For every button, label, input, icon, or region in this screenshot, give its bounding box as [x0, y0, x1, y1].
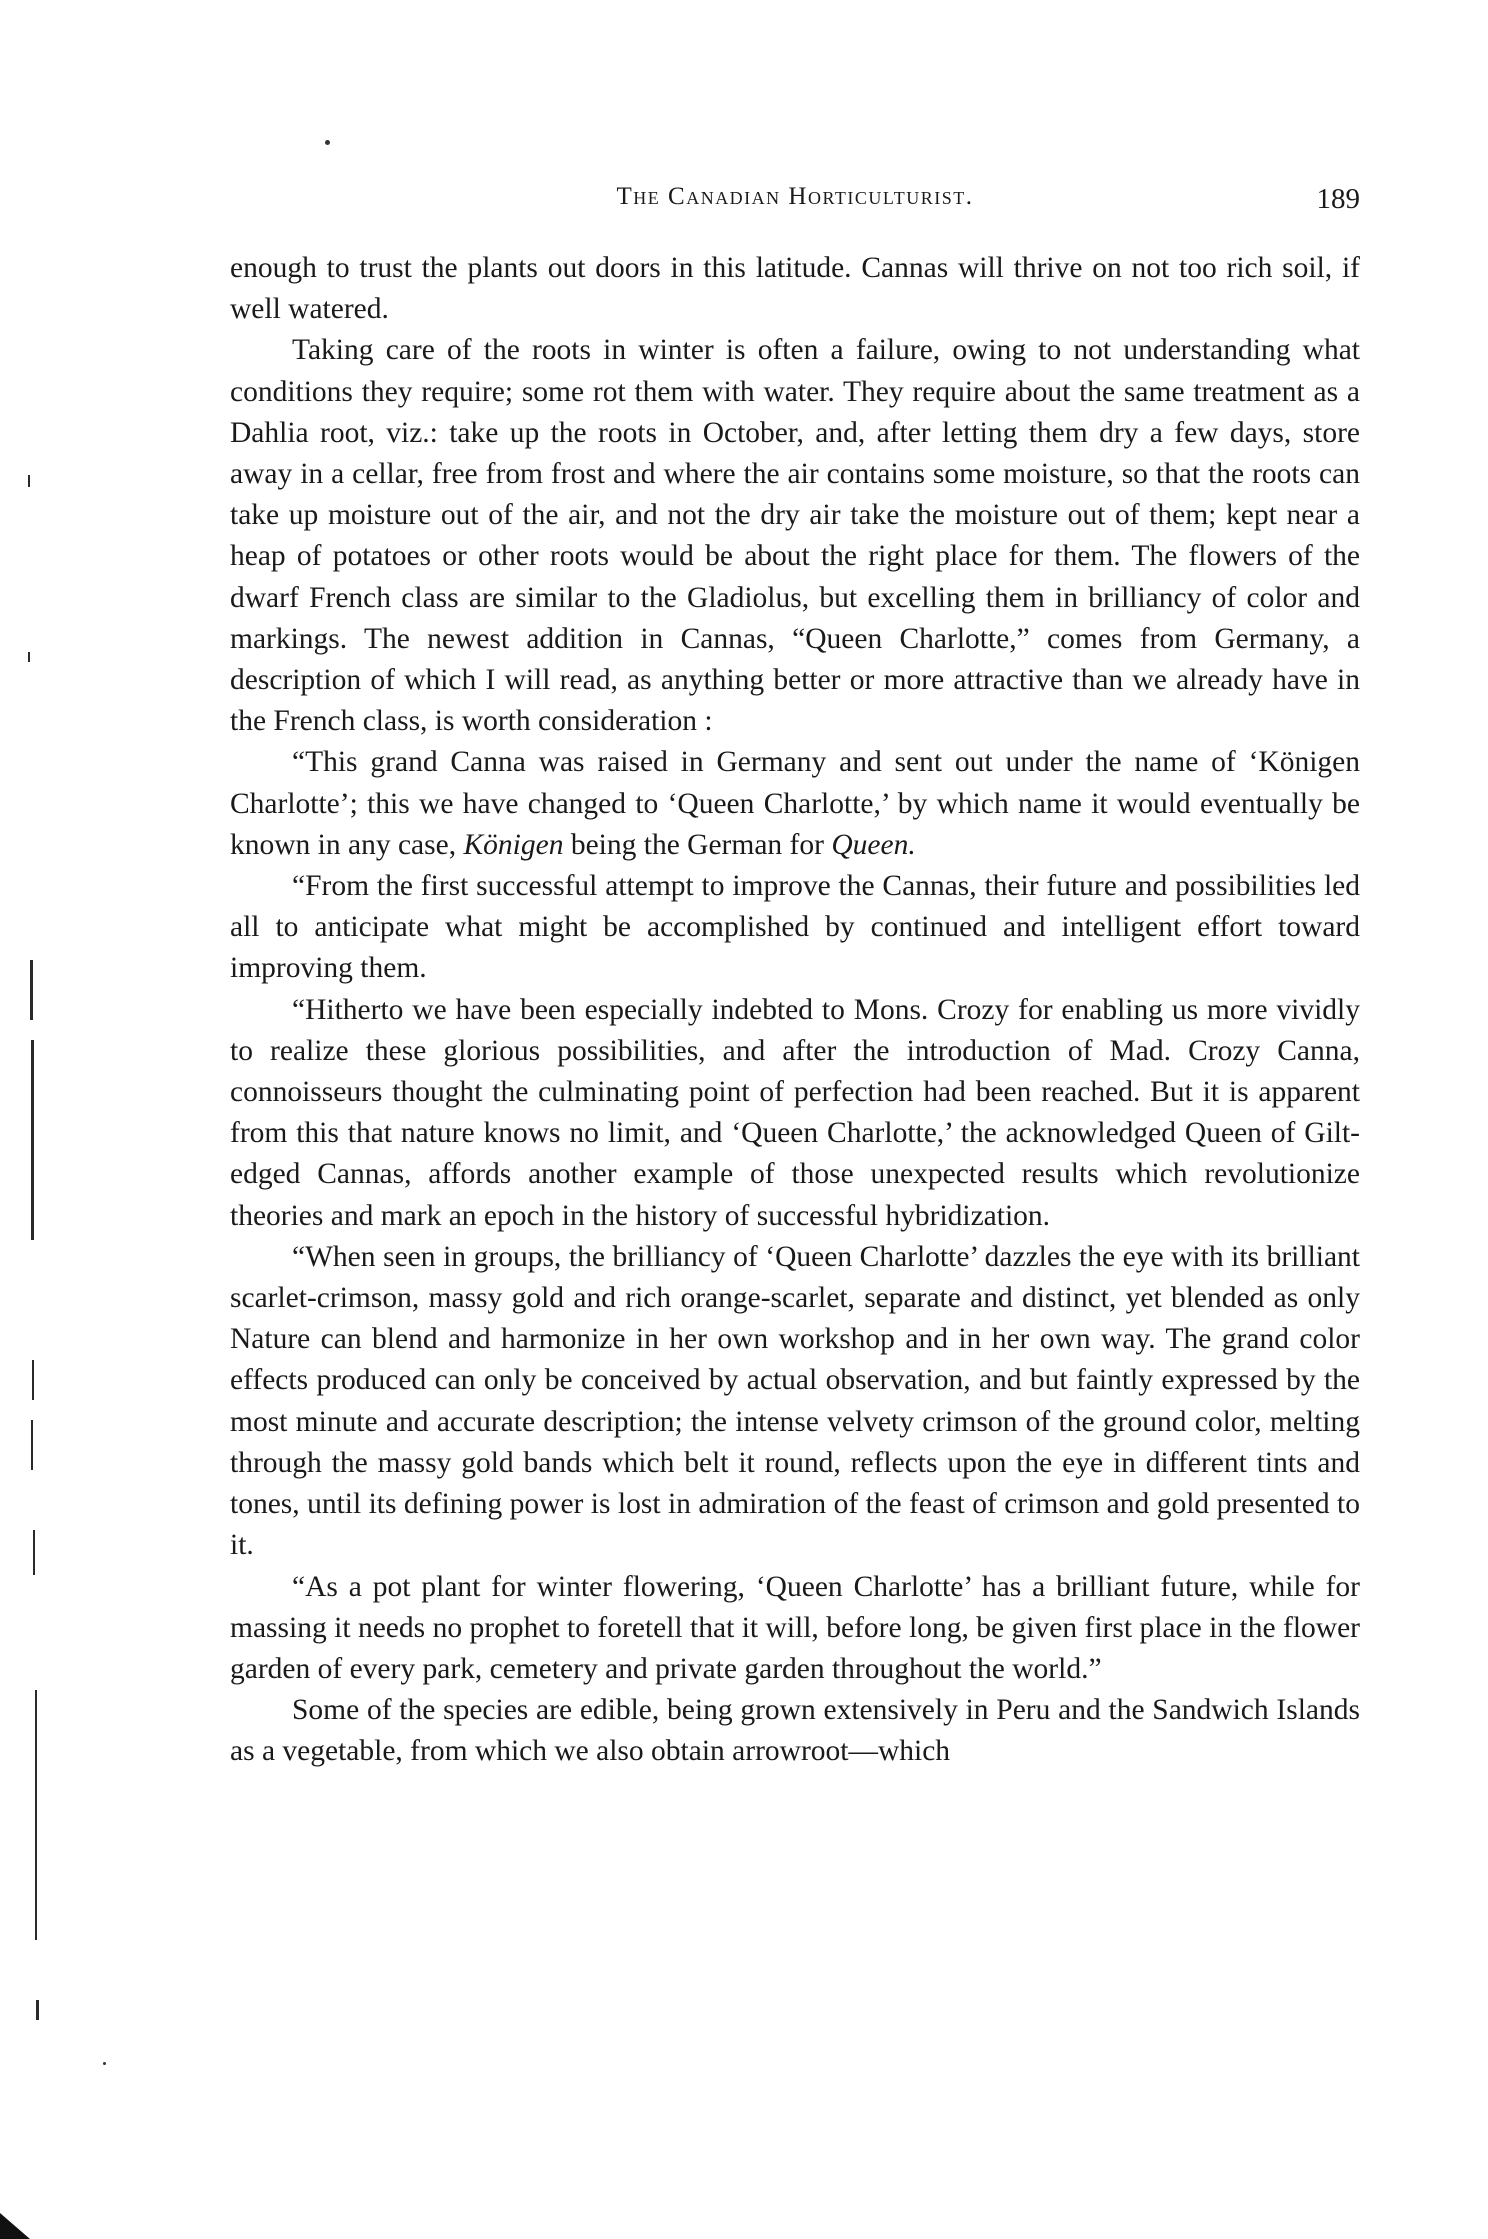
margin-mark	[30, 960, 33, 1020]
paragraph-7: “As a pot plant for winter flowering, ‘Queen Charlotte’ has a brilliant future, while for massing it needs no prophet to foretell that it will, before long, be given first place in the flower garden of every park, cemetery and private garden throughout the world.”	[230, 1570, 1360, 1685]
margin-mark	[36, 2000, 39, 2020]
paragraph-8: Some of the species are edible, being grown extensively in Peru and the Sandwich Islands as a vegetable, from which we also obtain arrowroot—which	[230, 1694, 1360, 1768]
running-title: The Canadian Horticulturist.	[616, 183, 974, 210]
paragraph-3-italic-konigen: Königen	[463, 828, 564, 861]
article-body	[230, 248, 1360, 1773]
margin-mark	[33, 1530, 35, 1575]
paragraph-5: “Hitherto we have been especially indebted to Mons. Crozy for enabling us more vividly to realize these glorious possibilities, and after the introduction of Mad. Crozy Canna, connoisseurs thought the culminating point of perfection had been reached. But it is apparent from this that nature knows no limit, and ‘Queen Charlotte,’ the acknowledged Queen of Gilt-edged Cannas, affords another example of those unexpected results which revolutionize theories and mark an epoch in the history of successful hybridization.	[230, 993, 1360, 1232]
paragraph-3-text-b: being the German for	[563, 828, 832, 861]
margin-mark	[31, 1040, 34, 1240]
page-header	[230, 183, 1360, 223]
scan-speck	[325, 140, 330, 145]
margin-mark	[31, 1420, 33, 1470]
margin-mark	[28, 652, 30, 662]
margin-mark	[28, 475, 30, 487]
paragraph-6: “When seen in groups, the brilliancy of ‘Queen Charlotte’ dazzles the eye with its brilliant scarlet-crimson, massy gold and rich orange-scarlet, separate and distinct, yet blended as only Nature can blend and harmonize in her own workshop and in her own way. The grand color effects produced can only be conceived by actual observation, and but faintly expressed by the most minute and accurate description; the intense velvety crimson of the ground color, melting through the massy gold bands which belt it round, reflects upon the eye in different tints and tones, until its defining power is lost in admiration of the feast of crimson and gold presented to it.	[230, 1240, 1360, 1562]
paragraph-1: enough to trust the plants out doors in this latitude. Cannas will thrive on not too rich soil, if well watered.	[230, 252, 1360, 326]
scan-speck	[103, 2062, 106, 2065]
paragraph-2: Taking care of the roots in winter is often a failure, owing to not understanding what conditions they require; some rot them with water. They require about the same treatment as a Dahlia root, viz.: take up the roots in October, and, after letting them dry a few days, store away in a cellar, free from frost and where the air contains some moisture, so that the roots can take up moisture out of the air, and not the dry air take the moisture out of them; kept near a heap of potatoes or other roots would be about the right place for them. The flowers of the dwarf French class are similar to the Gladiolus, but excelling them in brilliancy of color and markings. The newest addition in Cannas, “Queen Charlotte,” comes from Germany, a description of which I will read, as anything better or more attractive than we already have in the French class, is worth consideration :	[230, 334, 1360, 738]
margin-mark	[35, 1690, 37, 1940]
paragraph-4: “From the first successful attempt to improve the Cannas, their future and possibilities led all to anticipate what might be accomplished by continued and intelligent effort toward improving them.	[230, 870, 1360, 985]
corner-arrow-mark	[0, 2213, 30, 2239]
paragraph-3	[230, 742, 1360, 866]
page-number: 189	[1316, 183, 1360, 215]
paragraph-3-italic-queen: Queen.	[831, 828, 916, 861]
paragraph-3-text-a: “This grand Canna was raised in Germany and sent out under the name of ‘Königen Charlotte’; this we have changed to ‘Queen Charlotte,’ by which name it would eventually be known in any case,	[230, 746, 1360, 861]
margin-mark	[32, 1360, 34, 1400]
